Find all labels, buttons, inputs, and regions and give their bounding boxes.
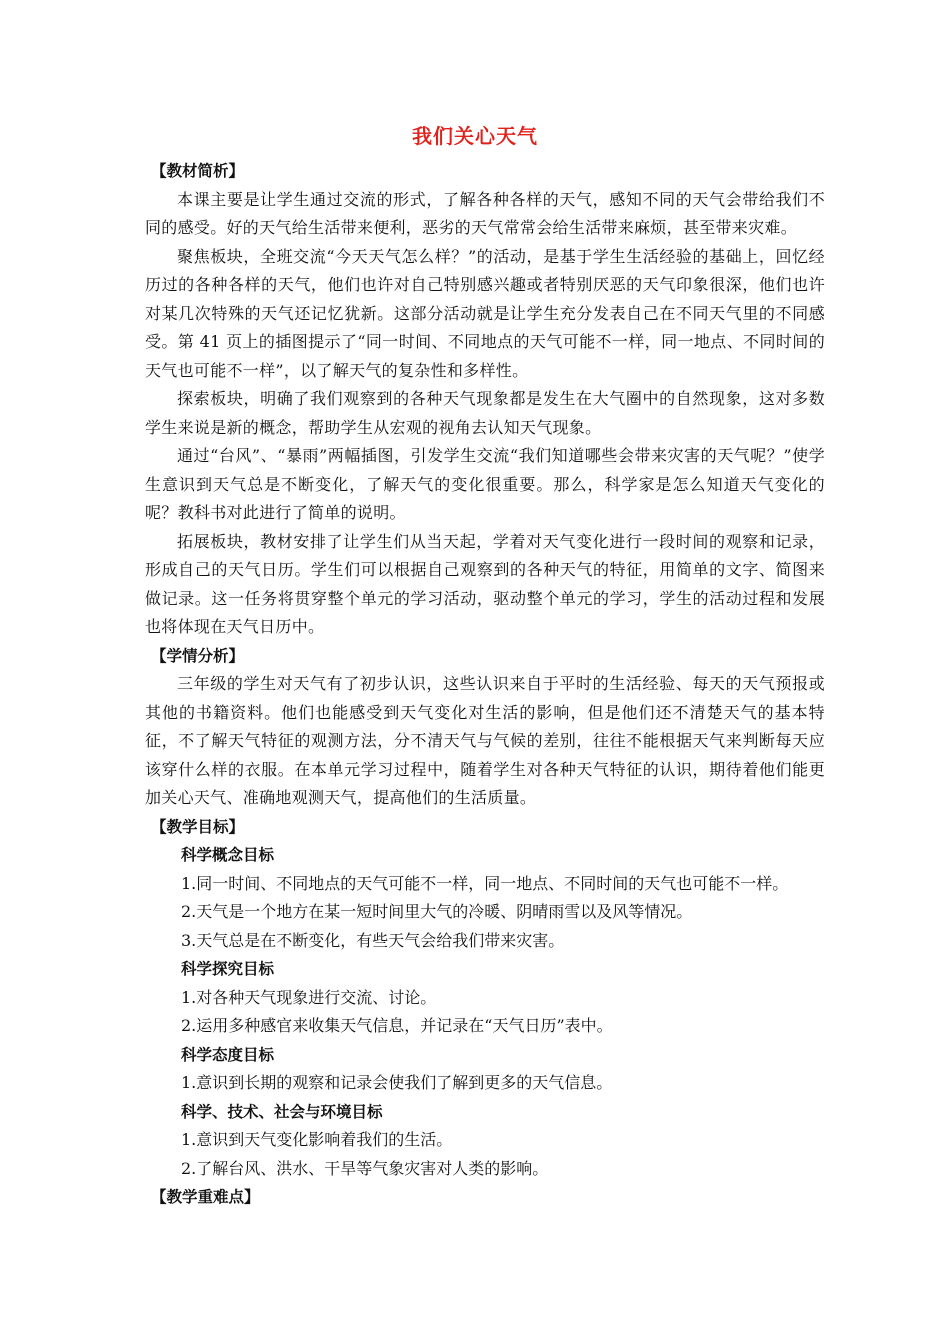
goal-concept-item: 1.同一时间、不同地点的天气可能不一样，同一地点、不同时间的天气也可能不一样。	[181, 873, 789, 893]
analysis-paragraph-5: 拓展板块，教材安排了让学生们从当天起，学着对天气变化进行一段时间的观察和记录，形成自己的天气日历。学生们可以根据自己观察到的各种天气的特征，用简单的文字、简图来做记录。这一任务将贯穿整个单元的学习活动，驱动整个单元的学习，学生的活动过程和发展也将体现在天气日历中。	[145, 531, 825, 636]
document-body	[145, 157, 825, 1212]
goal-inquiry-title: 科学探究目标	[181, 960, 275, 978]
section-heading-students: 【学情分析】	[151, 646, 245, 665]
goal-inquiry-item: 2.运用多种感官来收集天气信息，并记录在“天气日历”表中。	[181, 1016, 613, 1035]
students-paragraph-1: 三年级的学生对天气有了初步认识，这些认识来自于平时的生活经验、每天的天气预报或其他的书籍资料。他们也能感受到天气变化对生活的影响，但是他们还不清楚天气的基本特征，不了解天气特征的观测方法，分不清天气与气候的差别，往往不能根据天气来判断每天应该穿什么样的衣服。在本单元学习过程中，随着学生对各种天气特征的认识，期待着他们能更加关心天气、准确地观测天气，提高他们的生活质量。	[145, 674, 825, 807]
analysis-paragraph-2: 聚焦板块，全班交流“今天天气怎么样？”的活动，是基于学生生活经验的基础上，回忆经历过的各种各样的天气，他们也许对自己特别感兴趣或者特别厌恶的天气印象很深，他们也许对某几次特殊的天气还记忆犹新。这部分活动就是让学生充分发表自己在不同天气里的不同感受。第 41 页上的插图提示了“同一时间、不同地点的天气可能不一样，同一地点、不同时间的天气也可能不一样”，以了解天气的复杂性和多样性。	[145, 246, 825, 380]
goal-concept-item: 2.天气是一个地方在某一短时间里大气的冷暖、阴晴雨雪以及风等情况。	[181, 902, 693, 921]
analysis-paragraph-3: 探索板块，明确了我们观察到的各种天气现象都是发生在大气圈中的自然现象，这对多数学生来说是新的概念，帮助学生从宏观的视角去认知天气现象。	[145, 389, 825, 437]
analysis-paragraph-4: 通过“台风”、“暴雨”两幅插图，引发学生交流“我们知道哪些会带来灾害的天气呢？”使学生意识到天气总是不断变化，了解天气的变化很重要。那么，科学家是怎么知道天气变化的呢？教科书对此进行了简单的说明。	[145, 446, 825, 522]
goal-stse-title: 科学、技术、社会与环境目标	[181, 1102, 383, 1121]
analysis-paragraph-1: 本课主要是让学生通过交流的形式，了解各种各样的天气，感知不同的天气会带给我们不同的感受。好的天气给生活带来便利，恶劣的天气常常会给生活带来麻烦，甚至带来灾难。	[145, 189, 825, 237]
goal-attitude-title: 科学态度目标	[181, 1045, 275, 1064]
goal-concept-title: 科学概念目标	[181, 846, 275, 864]
section-heading-analysis: 【教材简析】	[151, 162, 245, 180]
goal-attitude-item: 1.意识到长期的观察和记录会使我们了解到更多的天气信息。	[181, 1073, 613, 1092]
goal-stse-item: 1.意识到天气变化影响着我们的生活。	[181, 1130, 453, 1149]
document-title: 我们关心天气	[412, 124, 538, 148]
section-heading-keypoints: 【教学重难点】	[151, 1188, 260, 1206]
goal-concept-item: 3.天气总是在不断变化，有些天气会给我们带来灾害。	[181, 930, 565, 950]
section-heading-goals: 【教学目标】	[151, 817, 245, 836]
goal-stse-item: 2.了解台风、洪水、干旱等气象灾害对人类的影响。	[181, 1158, 549, 1178]
goal-inquiry-item: 1.对各种天气现象进行交流、讨论。	[181, 987, 437, 1007]
